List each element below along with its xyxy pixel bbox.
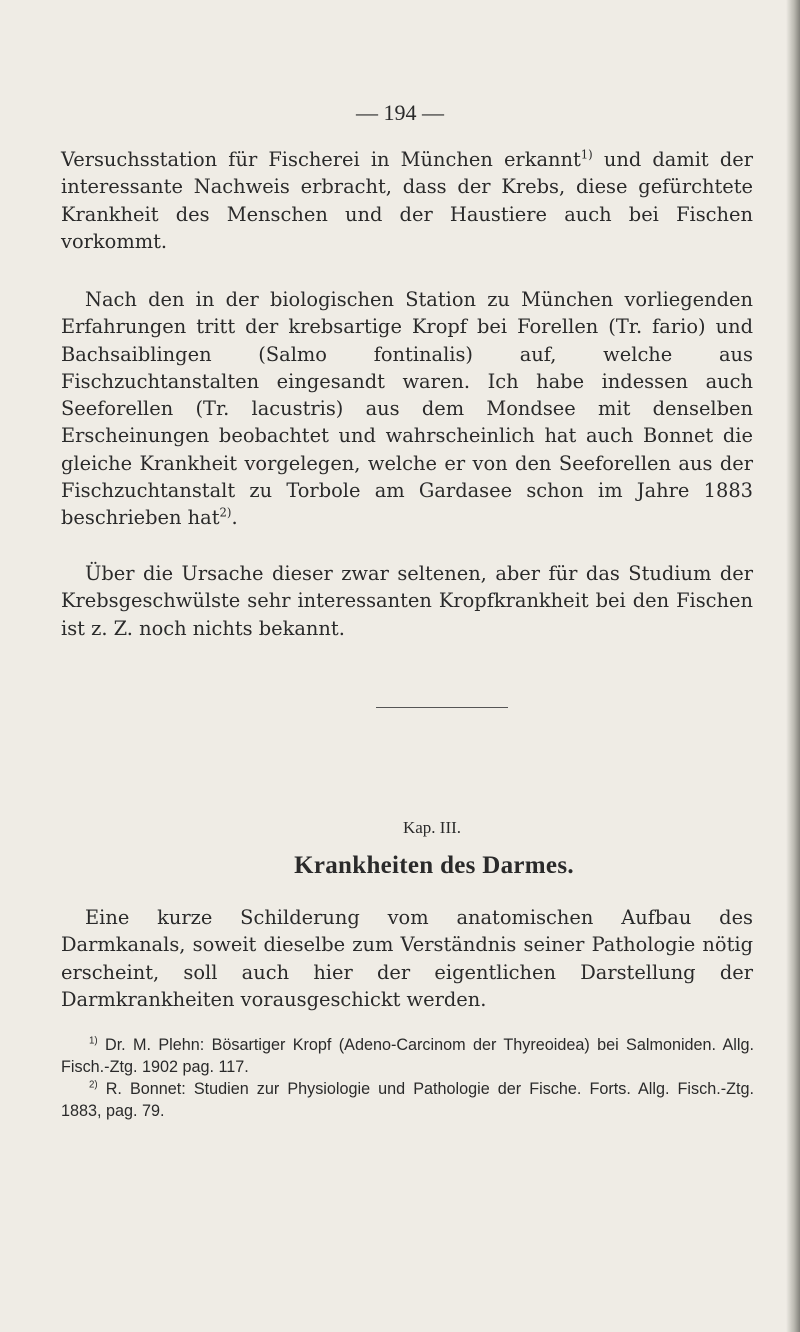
footnote: $^{1)}$ Dr. M. Plehn: Bösartiger Kropf (Adeno-Carcinom der Thyreoidea) bei Salmoniden. Allg. Fisch.-Ztg. 1902 pag. 117.: [61, 1035, 754, 1076]
paragraph: Versuchsstation für Fischerei in München erkannt$^{1)}$ und damit der interessante Nachweis erbracht, dass der Krebs, diese gefürchtete Krankheit des Menschen und der Haustiere auch bei Fischen vorkommt.: [61, 147, 753, 253]
footnote-ref: 1): [580, 147, 593, 162]
page-number: — 194 —: [356, 100, 444, 125]
footnote-ref: 2): [219, 505, 232, 520]
paragraph: Eine kurze Schilderung vom anatomischen Aufbau des Darmkanals, soweit dieselbe zum Verständnis seiner Pathologie nötig erscheint, soll auch hier der eigentlichen Darstellung der Darmkrankheiten vorausgeschickt werden.: [61, 906, 753, 1011]
section-divider: [376, 707, 508, 708]
footnote: $^{2)}$ R. Bonnet: Studien zur Physiologie und Pathologie der Fische. Forts. Allg. Fisch.-Ztg. 1883, pag. 79.: [61, 1079, 754, 1120]
paragraph: Nach den in der biologischen Station zu München vorliegenden Erfahrungen tritt der krebsartige Kropf bei Forellen (Tr. fario) und Bachsaiblingen (Salmo fontinalis) auf, welche aus Fischzuchtanstalten eingesandt waren. Ich habe indessen auch Seeforellen (Tr. lacustris) aus dem Mondsee mit denselben Erscheinungen beobachtet und wahrscheinlich hat auch Bonnet die gleiche Krankheit vorgelegen, welche er von den Seeforellen aus der Fischzuchtanstalt zu Torbole am Gardasee schon im Jahre 1883 beschrieben hat$^{2)}$.: [61, 288, 753, 530]
chapter-label: Kap. III.: [402, 818, 462, 837]
footnote-marker: 2): [89, 1079, 98, 1091]
footnote-marker: 1): [89, 1035, 98, 1047]
paragraph: Über die Ursache dieser zwar seltenen, aber für das Studium der Krebsgeschwülste sehr interessanten Kropfkrankheit bei den Fischen ist z. Z. noch nichts bekannt.: [61, 562, 753, 640]
chapter-title: Krankheiten des Darmes.: [294, 852, 574, 879]
page-edge-shadow: [786, 0, 800, 1332]
